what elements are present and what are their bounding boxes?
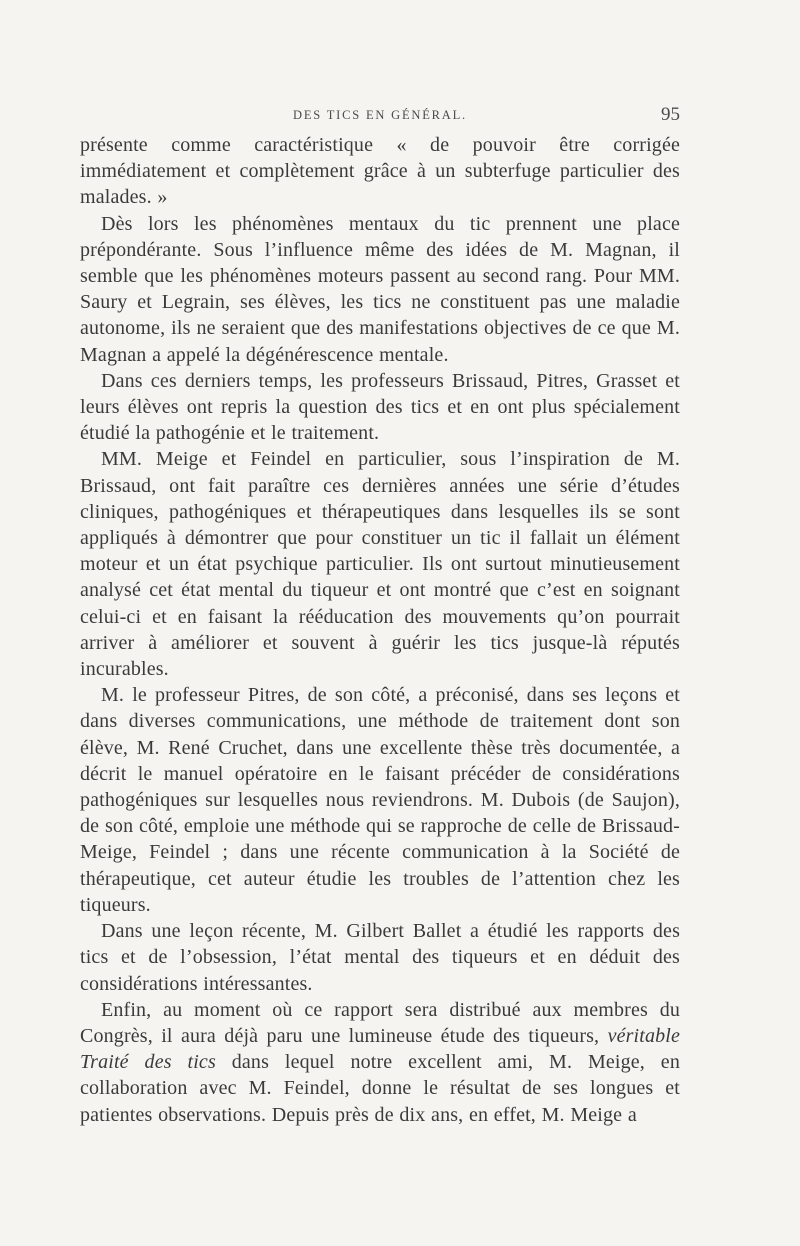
paragraph-text: Enfin, au moment où ce rapport sera distribué aux membres du Congrès, il aura déjà paru une lumineuse étude des tiqueurs, [80, 998, 680, 1047]
paragraph-text: dans lequel notre excellent ami, M. Meige, en collaboration avec M. Feindel, donne le résultat de ses longues et patientes observations. Depuis près de dix ans, en effet, M. Meige a [80, 1051, 680, 1126]
paragraph: Dans une leçon récente, M. Gilbert Ballet a étudié les rapports des tics et de l’obsession, l’état mental des tiqueurs et en déduit des considérations intéressantes. [80, 920, 680, 995]
paragraph: M. le professeur Pitres, de son côté, a préconisé, dans ses leçons et dans diverses communications, une méthode de traitement dont son élève, M. René Cruchet, dans une excellente thèse très documentée, a décrit le manuel opératoire en le faisant précéder de considérations pathogéniques sur lesquelles nous reviendrons. M. Dubois (de Saujon), de son côté, emploie une méthode qui se rapproche de celle de Brissaud-Meige, Feindel ; dans une récente communication à la Société de thérapeutique, cet auteur étudie les troubles de l’attention chez les tiqueurs. [80, 684, 680, 916]
paragraph: Dès lors les phénomènes mentaux du tic prennent une place prépondérante. Sous l’influence même des idées de M. Magnan, il semble que les phénomènes moteurs passent au second rang. Pour MM. Saury et Legrain, ses élèves, les tics ne constituent pas une maladie autonome, ils ne seraient que des manifestations objectives de ce que M. Magnan a appelé la dégénérescence mentale. [80, 212, 680, 366]
paragraph [80, 997, 680, 1128]
running-title: DES TICS EN GÉNÉRAL. [293, 108, 467, 122]
book-title-italic: véritable Traité des tics [80, 1024, 680, 1074]
paragraph: MM. Meige et Feindel en particulier, sous l’inspiration de M. Brissaud, ont fait paraître ces dernières années une série d’études cliniques, pathogéniques et thérapeutiques dans lesquelles ils se sont appliqués à démontrer que pour constituer un tic il fallait un élément moteur et un état psychique particulier. Ils ont surtout minutieusement analysé cet état mental du tiqueur et ont montré que c’est en soignant celui-ci et en faisant la rééducation des mouvements qu’on pourrait arriver à améliorer et souvent à guérir les tics jusque-là réputés incurables. [80, 448, 680, 681]
paragraph-continuation: présente comme caractéristique « de pouvoir être corrigée immédiatement et complètement grâce à un subterfuge particulier des malades. » [80, 134, 680, 209]
running-head [80, 104, 680, 128]
body-text [80, 132, 680, 1128]
page-number: 95 [661, 104, 680, 125]
paragraph: Dans ces derniers temps, les professeurs Brissaud, Pitres, Grasset et leurs élèves ont repris la question des tics et en ont plus spécialement étudié la pathogénie et le traitement. [80, 369, 680, 445]
